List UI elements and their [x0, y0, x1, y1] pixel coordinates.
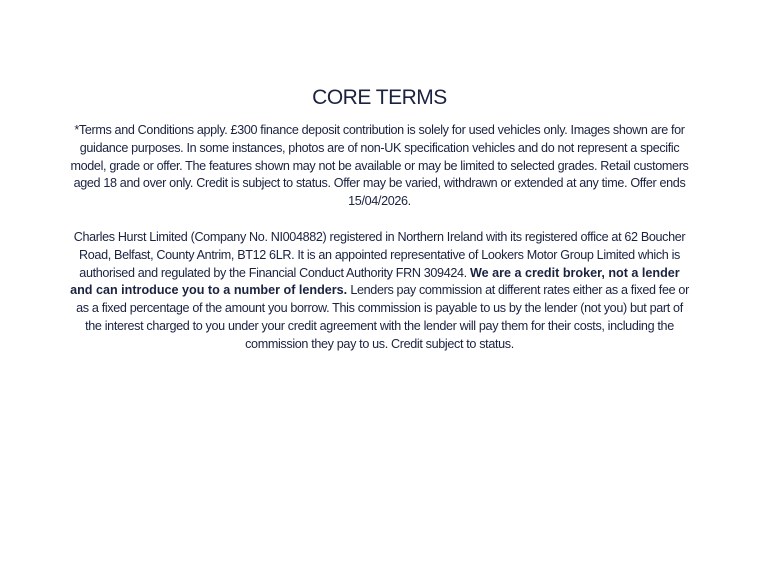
- terms-paragraph-offer: *Terms and Conditions apply. £300 finance deposit contribution is solely for used vehicles only. Images shown are for guidance purposes. In some instances, photos are of non-UK specification vehicles and do not represent a specific model, grade or offer. The features shown may not be available or may be limited to selected grades. Retail customers aged 18 and over only. Credit is subject to status. Offer may be varied, withdrawn or extended at any time. Offer ends 15/04/2026.: [70, 123, 689, 209]
- company-registration-text: Charles Hurst Limited (Company No. NI004882) registered in Northern Ireland with its registered office at 62 Boucher Road, Belfast, County Antrim, BT12 6LR. It is an appointed representative of Lookers Motor Group Limited which is authorised and regulated by the Financial Conduct Authority FRN 309424.: [73, 229, 686, 280]
- core-terms-section: [68, 84, 691, 354]
- terms-paragraph-company: [68, 229, 691, 354]
- credit-broker-statement: We are a credit broker, not a lender and can introduce you to a number of lenders.: [70, 265, 680, 298]
- commission-disclosure-text: Lenders pay commission at different rates either as a fixed fee or as a fixed percentage of the amount you borrow. This commission is payable to us by the lender (not you) but part of the interest charged to you under your credit agreement with the lender will pay them for their costs, including the commission they pay to us. Credit subject to status.: [76, 283, 689, 351]
- core-terms-title: CORE TERMS: [312, 86, 447, 109]
